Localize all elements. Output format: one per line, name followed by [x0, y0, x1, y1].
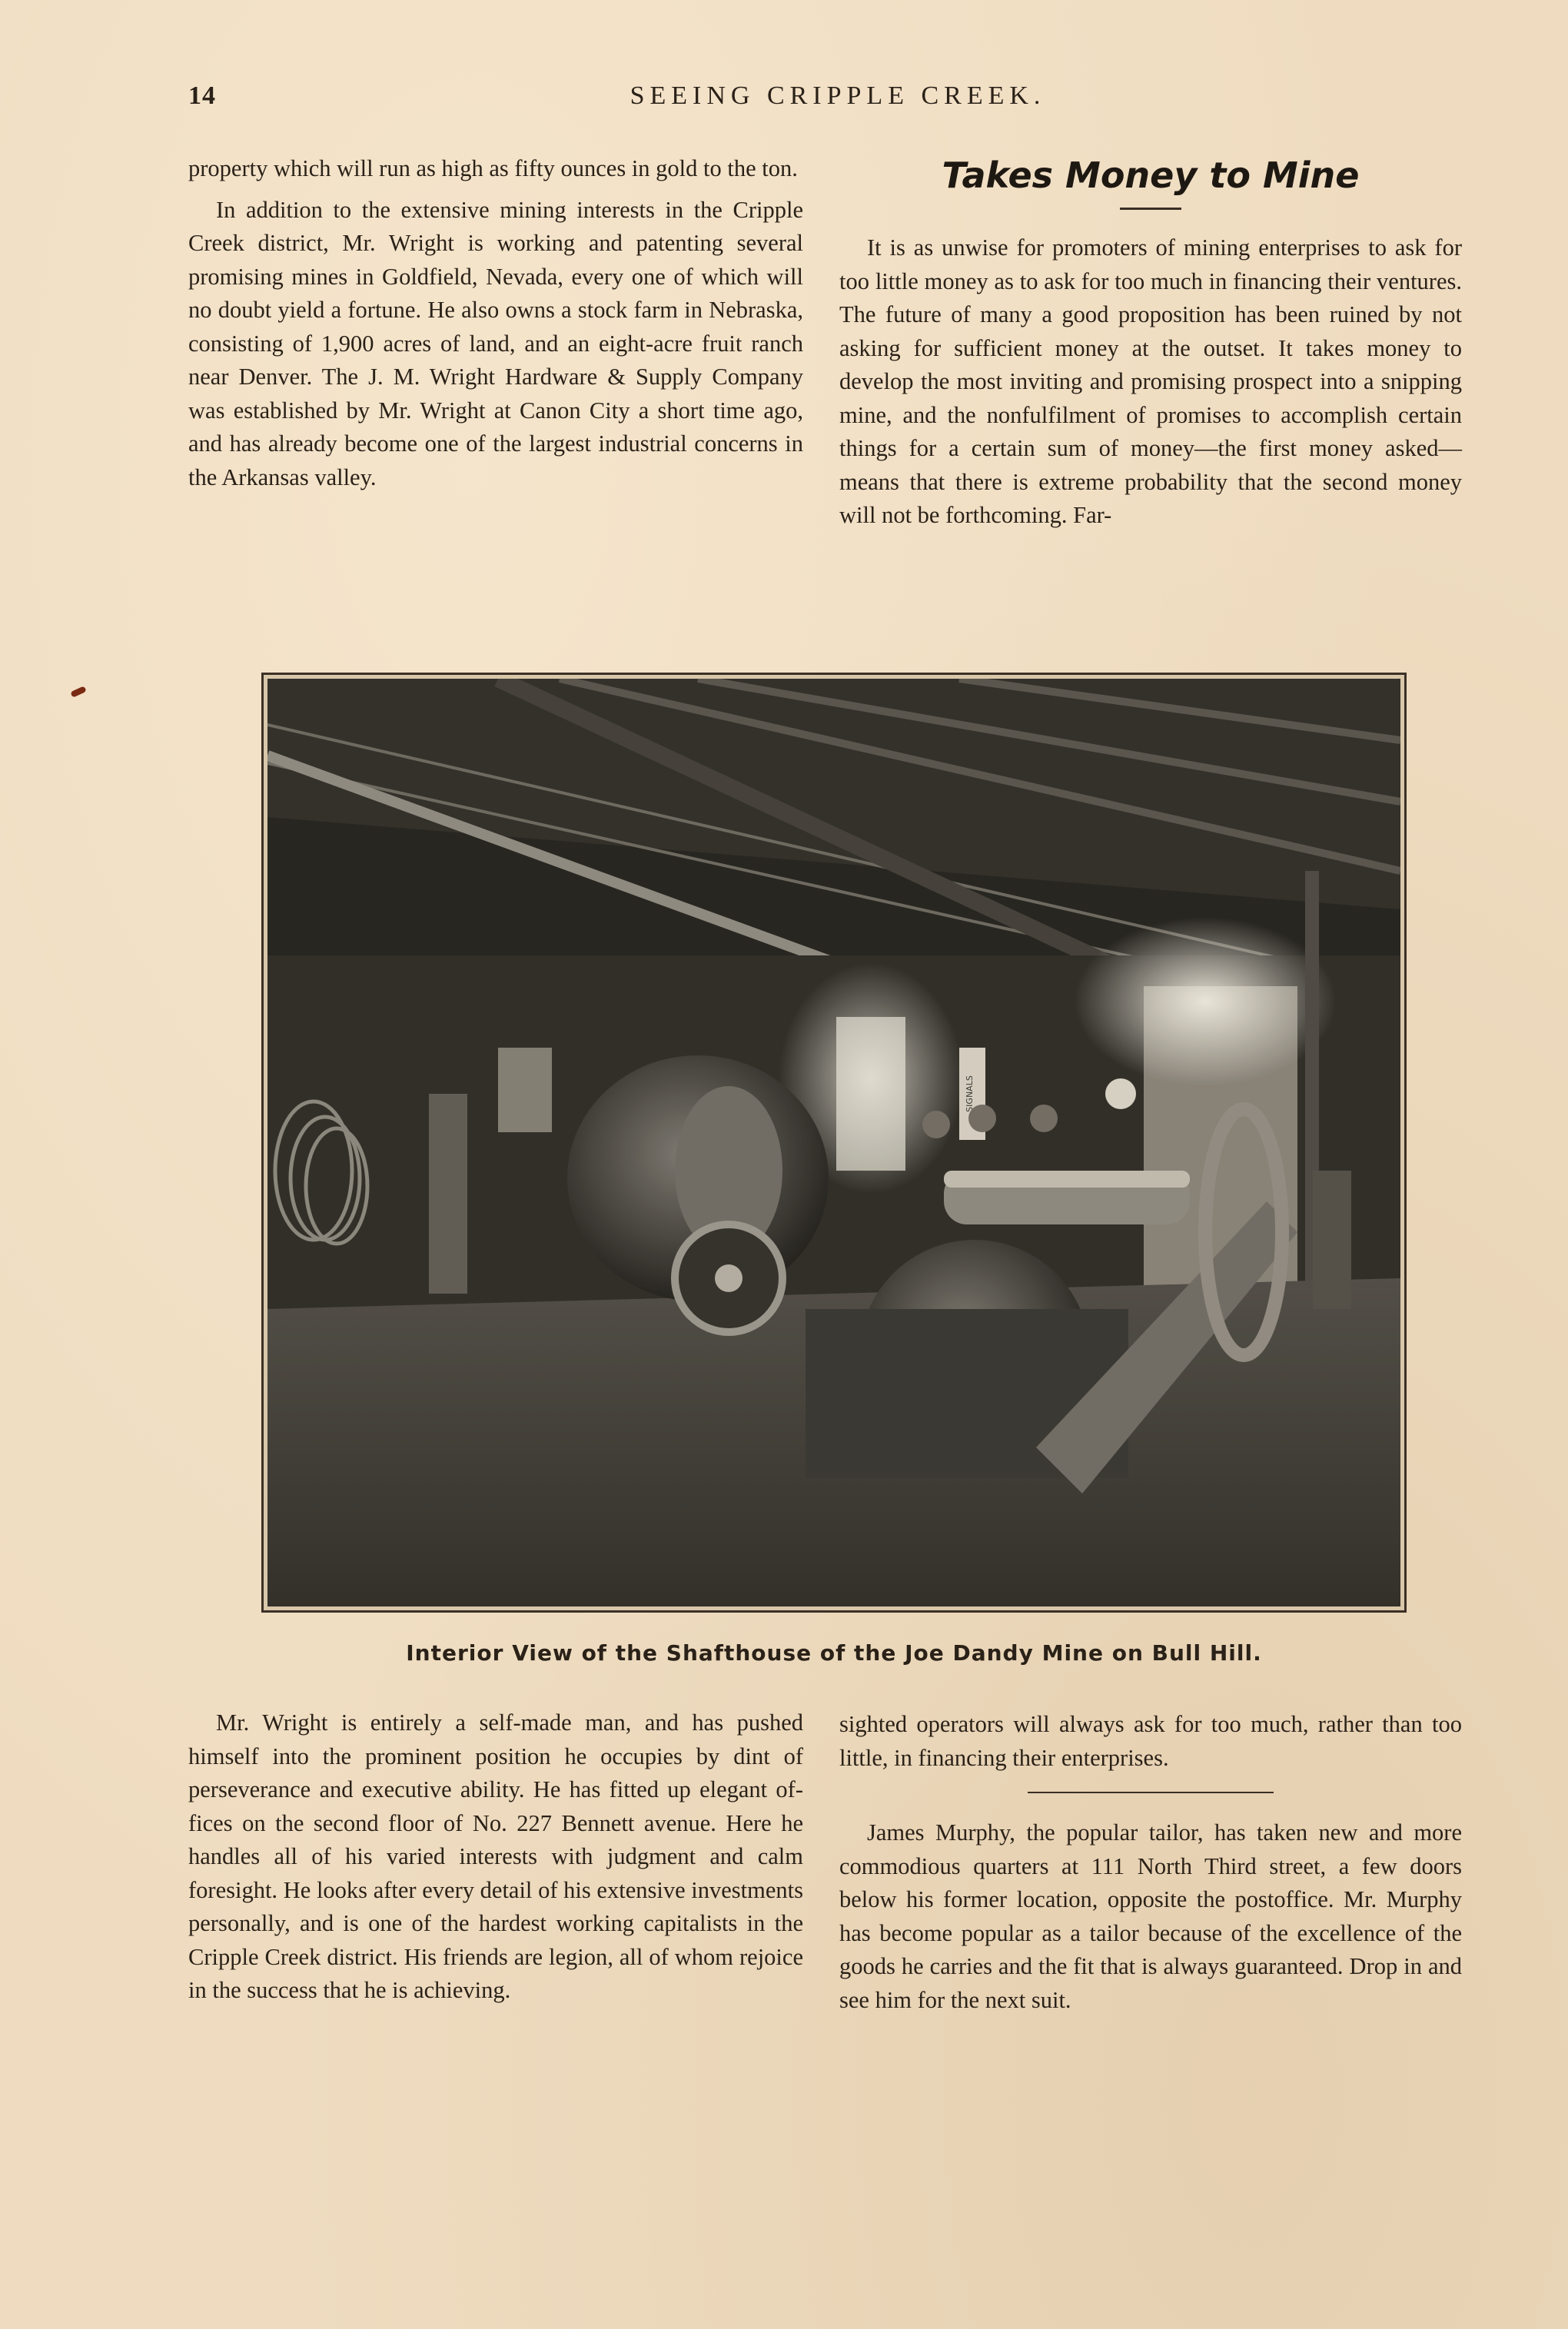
paragraph-continued: property which will run as high as fifty ounces in gold to the ton.: [188, 155, 798, 181]
section-divider: [1028, 1792, 1274, 1793]
paragraph-wright-interests: In addition to the extensive mining interests in the Cripple Creek district, Mr. Wright is working and patenting several promising mines in Goldfield, Nevada, every one of which will no doubt yield a fortune. He also owns a stock farm in Nebraska, consisting of 1,900 acres of land, and an eight-acre fruit ranch near Denver. The J. M. Wright Hardware & Supply Company was established by Mr. Wright at Canon City a short time ago, and has already become one of the largest industrial concerns in the Arkansas valley.: [188, 196, 803, 490]
paragraph-continued-financing: sighted operators will always ask for too much, rather than too little, in financing their enterprises.: [839, 1711, 1462, 1771]
ink-mark: [70, 686, 87, 698]
mine-interior-photo: [261, 673, 1407, 1613]
right-column-top: [839, 152, 1462, 533]
paragraph-self-made: Mr. Wright is entirely a self-made man, and has pushed himself into the prominent position he occupies by dint of perseverance and executive ability. He has fitted up elegant offices on the second floor of No. 227 Bennett avenue. Here he handles all of his varied interests with judgment and calm foresight. He looks after every detail of his extensive investments personally, and is one of the hardest working capitalists in the Cripple Creek district. His friends are legion, all of whom rejoice in the success that he is achieving.: [188, 1709, 803, 2003]
paragraph-takes-money: It is as unwise for promoters of mining enterprises to ask for too little money as to ask for too much in financing their ventures. The future of many a good proposition has been ruined by not asking for sufficient money at the outset. It takes money to develop the most inviting and promising prospect into a snipping mine, and the nonfulfilment of promises to accomplish certain things for a certain sum of money—the first money asked—means that there is extreme probability that the second money will not be forthcoming. Far-: [839, 234, 1462, 528]
left-column-top: [188, 152, 803, 494]
heading-rule: [1120, 208, 1181, 210]
section-heading: Takes Money to Mine: [942, 154, 1360, 196]
page-number: 14: [188, 81, 216, 110]
signals-sign: SIGNALS: [965, 1075, 975, 1112]
running-head: SEEING CRIPPLE CREEK.: [630, 81, 1046, 110]
right-column-bottom: [839, 1708, 1462, 2017]
photo-caption: Interior View of the Shafthouse of the Joe Dandy Mine on Bull Hill.: [406, 1640, 1262, 1666]
paragraph-james-murphy: James Murphy, the popular tailor, has taken new and more commodious quarters at 111 North Third street, a few doors below his former location, opposite the postoffice. Mr. Murphy has become popular as a tailor because of the excellence of the goods he carries and the fit that is always guaranteed. Drop in and see him for the next suit.: [839, 1819, 1462, 2013]
photo-illustration: [267, 679, 1400, 1606]
left-column-bottom: [188, 1706, 803, 2008]
